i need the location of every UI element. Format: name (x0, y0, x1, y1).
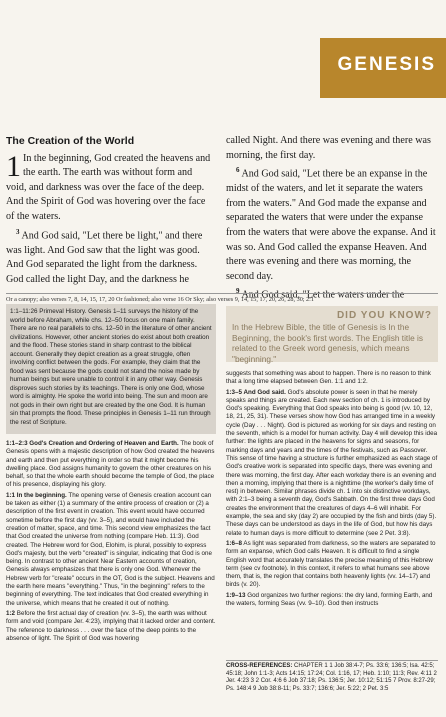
book-tab (320, 38, 446, 98)
chapter-number: 1 (6, 149, 21, 183)
did-you-know-box (226, 306, 438, 362)
note-text: God's absolute power is seen in that he merely speaks and things are created. Each new section of ch. 1 is introduced by God's speaking. Everything that God speaks into being is good (vv. 10, 12, 18, 21, 25, 31). These verses show how God has arranged time in a weekly cycle (Day . . . Night). God is pictured as working for six days and resting on the seventh, which is a model for human activity. Day 4 will develop this idea further: the lights are placed in the heavens for signs and seasons, for marking days and years and the times of the festivals, such as Passover. This sense of time having a structure is further emphasized as each stage of God's creative work is separated into specific days, there was evening and there was morning, the first day. After each workday there is an evening and then a morning, implying that there is a nighttime (the worker's daily time of rest) in between. Similar phrases divide ch. 1 into six distinctive workdays, with 2:1–3 being a seventh day, God's Sabbath. On the first three days God creates the environment that the creatures of days 4–6 will inhabit. For example, the sea and sky (day 2) are occupied by the fish and birds (day 5). These days can be understood as days in the life of God, but how his days relate to human days is more difficult to determine (see 2 Pet. 3:8). (226, 388, 438, 537)
study-note (226, 389, 438, 538)
study-note (6, 610, 216, 643)
book-title: GENESIS (337, 54, 436, 75)
verse-text: In the beginning, God created the heavens and the earth. The earth was without form and void, and darkness was over the face of the deep. And the Spirit of God was hovering over the face of the waters. (6, 152, 211, 222)
study-notes-left (6, 440, 216, 645)
note-ref: 1:1 In the beginning. (6, 491, 67, 499)
verse-number: 3 (16, 227, 20, 236)
scripture-right-column (226, 134, 438, 303)
did-you-know-title: DID YOU KNOW? (336, 310, 432, 321)
cross-references (226, 660, 438, 693)
verse-text: And God said, "Let there be an expanse in the midst of the waters, and let it separate the waters from the waters." And God made the expanse and separated the waters that were under the expanse from the waters that were above the expanse. And it was so. And God called the expanse Heaven. And there was evening and there was morning, the second day. (226, 168, 436, 282)
translation-footnotes: Or a canopy; also verses 7, 8, 14, 15, 17, 20 Or fashioned; also verse 16 Or Sky; also verses 9, 14, 15, 17, 20, 26, 28, 30; 2:1 (6, 293, 438, 304)
section-title: The Creation of the World (6, 135, 135, 147)
verse-paragraph-1 (6, 149, 215, 225)
verse-paragraph-3 (226, 134, 438, 163)
verse-paragraph-4 (226, 163, 438, 284)
note-ref: 1:2 (6, 609, 16, 617)
note-ref: 1:9–13 (226, 591, 246, 599)
verse-text: And God said, "Let there be light," and there was light. And God saw that the light was good. And God separated the light from the darkness. God called the light Day, and the darkness he (6, 229, 203, 285)
study-note (226, 592, 438, 609)
note-ref: 1:1–2:3 God's Creation and Ordering of Heaven and Earth. (6, 440, 179, 447)
study-note (6, 440, 216, 490)
note-text: Before the first actual day of creation (vv. 3–5), the earth was without form and void (compare Jer. 4:23), implying that it lacked order and content. The reference to darkness . . . over the face of the deep points to the absence of light. The Spirit of God was hovering (6, 609, 216, 642)
note-ref: 1:3–5 And God said. (226, 388, 286, 396)
study-note (6, 492, 216, 608)
cross-references-heading: CROSS-REFERENCES: (226, 663, 293, 669)
verse-paragraph-2 (6, 225, 215, 288)
study-notes-right (226, 370, 438, 610)
note-ref: 1:6–8 (226, 539, 242, 547)
study-note (226, 370, 438, 387)
verse-number: 9 (236, 287, 240, 296)
verse-text: called Night. And there was evening and there was morning, the first day. (226, 135, 431, 161)
primeval-history-box: 1:1–11:26 Primeval History. Genesis 1–11 surveys the history of the world before Abraham, while chs. 12–50 focus on one main family. There are no real parallels to chs. 12–50 in the literature of other ancient civilizations. However, other ancient stories do exist about both creation and the flood. These stories stand in sharp contrast to the biblical account. Generally they depict creation as a great struggle, often involving conflict between the gods. For example, they claim that the flood was sent because the gods could not stand the noise made by human beings but were unable to control it in any other way. Genesis disproves such stories by its teachings. There is only one God, whose word is almighty. He spoke the world into being. The sun and moon are not gods in their own right but are created by the one God. It is human sin that prompts the flood. These principles in Genesis 1–11 run through the rest of Scripture. (6, 304, 216, 434)
study-note (226, 540, 438, 590)
cross-references-text: CHAPTER 1 1 Job 38:4-7; Ps. 33:6; 136:5; Isa. 42:5; 45:18; John 1:1-3; Acts 14:15; 17:24; Col. 1:16, 17; Heb. 1:10; 11:3; Rev. 4:11 2 Jer. 4:23 3 2 Cor. 4:6 6 Job 37:18; Ps. 136:5; Jer. 10:12; 51:15 7 Prov. 8:27-29; Ps. 148:4 9 Job 38:8-11; Ps. 33:7; 136:6; Jer. 5:22; 2 Pet. 3:5 (226, 663, 437, 692)
note-text: suggests that something was about to happen. There is no reason to think that a long time elapsed between Gen. 1:1 and 1:2. (226, 370, 431, 386)
did-you-know-body: In the Hebrew Bible, the title of Genesis is In the Beginning, the book's first words. The English title is related to the Greek word genesis, which means "beginning." (232, 322, 423, 364)
note-text: The opening verse of Genesis creation account can be taken as either (1) a summary of the entire process of creation or (2) a description of the first event in creation. This event would have occurred sometime before the first day (vv. 3–5), and would have included the creation of matter, space, and time. This second view emphasizes the fact that God created the universe from nothing (compare Heb. 11:3). God created. The Hebrew word for God, Elohim, is plural, possibly to express God's majesty, but the verb "created" is singular, indicating that God is one being. In contrast to other ancient Near Eastern accounts of creation, Genesis always emphasizes that there is only one God. Whenever the Hebrew verb for "create" occurs in the OT, God is the subject. Heavens and the earth here means "everything." Thus, "in the beginning" refers to the beginning of everything. The text indicates that God created everything in the universe, which means that he created it out of nothing. (6, 491, 215, 607)
note-text: As light was separated from darkness, so the waters are separated to form an expanse, which God calls Heaven. It is difficult to find a single English word that accurately translates the precise meaning of this Hebrew term (see cv footnote). In this context, it refers to what humans see above them, that is, the region that contains both heavenly lights (vv. 14–17) and birds (v. 20). (226, 539, 436, 589)
scripture-left-column (6, 134, 215, 287)
note-text: God organizes two further regions: the dry land, forming Earth, and the waters, forming Seas (vv. 9–10). God then instructs (226, 591, 433, 608)
verse-number: 6 (236, 166, 240, 175)
note-text: The book of Genesis opens with a majestic description of how God created the heavens and earth and then put everything in order so that it might become his dwelling place. God assigns humanity to govern the other creatures on his behalf, so that the whole earth should become the temple of God, the place of his presence, displaying his glory. (6, 440, 215, 489)
verse-text: And God said, "Let the waters under the (241, 289, 405, 301)
